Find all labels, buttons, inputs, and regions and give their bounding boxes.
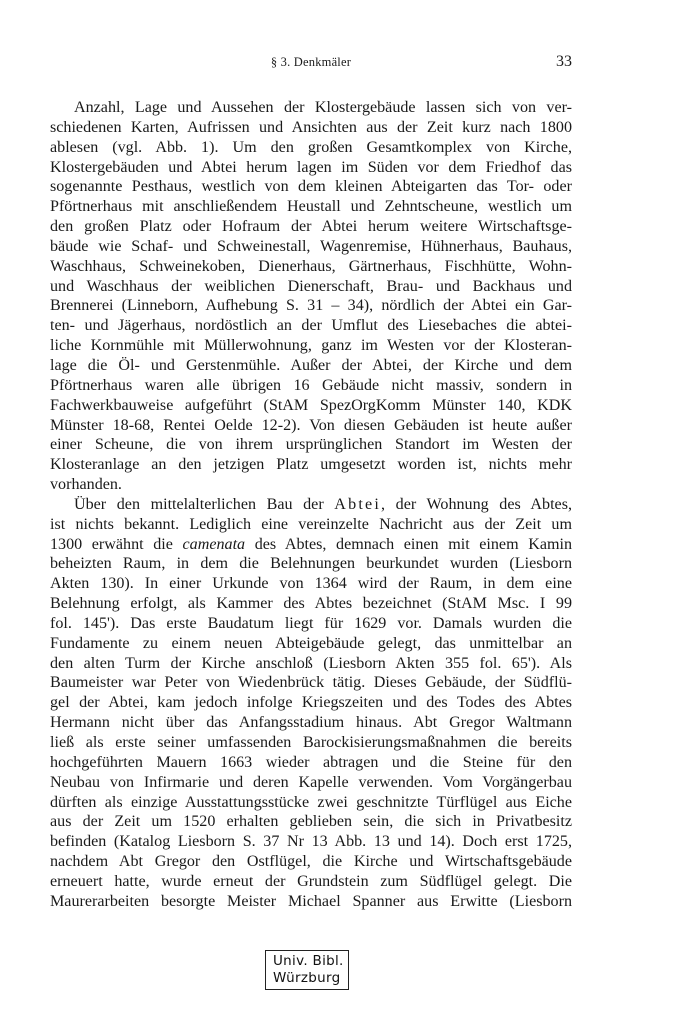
- page-number: 33: [556, 53, 572, 70]
- text-line: Baumeister war Peter von Wiedenbrück tätig. Dieses Gebäude, der Südflü-: [50, 674, 572, 692]
- text-run: Über den mittelalterlichen Bau der: [74, 495, 335, 513]
- text-line: ablesen (vgl. Abb. 1). Um den großen Gesamtkomplex von Kirche,: [50, 138, 572, 156]
- text-line: dürften als einzige Ausstattungsstücke zwei geschnitzte Türflügel aus Eiche: [50, 793, 572, 811]
- text-line: [50, 495, 572, 515]
- text-line: Belehnung erfolgt, als Kammer des Abtes bezeichnet (StAM Msc. I 99: [50, 595, 572, 613]
- text-line: einer Scheune, die von ihrem ursprünglichen Standort im Westen der: [50, 436, 572, 454]
- text-line: und Waschhaus der weiblichen Dienerschaft, Brau- und Backhaus und: [50, 277, 572, 295]
- text-line: liche Kornmühle mit Müllerwohnung, ganz im Westen vor der Klosteran-: [50, 337, 572, 355]
- text-run: des Abtes, demnach einen mit einem Kamin: [245, 535, 572, 553]
- text-line: Neubau von Infirmarie und deren Kapelle verwenden. Vom Vorgängerbau: [50, 773, 572, 791]
- text-line: den großen Platz oder Hofraum der Abtei herum weitere Wirtschaftsge-: [50, 218, 572, 236]
- stamp-line-1: Univ. Bibl.: [273, 953, 344, 969]
- text-line: Pförtnerhaus waren alle übrigen 16 Gebäude nicht massiv, sondern in: [50, 376, 572, 394]
- stamp-line-2: Würzburg: [273, 970, 341, 986]
- text-line: vorhanden.: [50, 476, 122, 494]
- text-line: aus der Zeit um 1520 erhalten geblieben sein, die sich in Privatbesitz: [50, 813, 572, 831]
- text-line: Waschhaus, Schweinekoben, Dienerhaus, Gärtnerhaus, Fischhütte, Wohn-: [50, 257, 572, 275]
- text-line: beheizten Raum, in dem die Belehnungen beurkundet wurden (Liesborn: [50, 555, 572, 573]
- text-line: ließ als erste seiner umfassenden Barockisierungsmaßnahmen die bereits: [50, 734, 572, 751]
- text-line: ist nichts bekannt. Lediglich eine vereinzelte Nachricht aus der Zeit um: [50, 515, 572, 533]
- text-line: bäude wie Schaf- und Schweinestall, Wagenremise, Hühnerhaus, Bauhaus,: [50, 237, 572, 255]
- text-line: den alten Turm der Kirche anschloß (Liesborn Akten 355 fol. 65'). Als: [50, 654, 572, 672]
- text-line: Anzahl, Lage und Aussehen der Klostergebäude lassen sich von ver-: [74, 99, 572, 116]
- emphasis-spaced: Abtei: [334, 495, 382, 513]
- text-line: Akten 130). In einer Urkunde von 1364 wird der Raum, in dem eine: [50, 575, 572, 593]
- text-run: 1300 erwähnt die: [50, 535, 183, 553]
- text-line: lage die Öl- und Gerstenmühle. Außer der Abtei, der Kirche und dem: [50, 356, 572, 374]
- section-title: § 3. Denkmäler: [270, 55, 352, 69]
- text-line: [50, 535, 572, 555]
- text-line: Klostergebäuden und Abtei herum lagen im Süden vor dem Friedhof das: [50, 158, 572, 176]
- text-line: hochgeführten Mauern 1663 wieder abtragen und die Steine für den: [50, 753, 572, 771]
- text-line: sogenannte Pesthaus, westlich von dem kleinen Abteigarten das Tor- oder: [50, 178, 572, 196]
- text-line: erneuert hatte, wurde erneut der Grundstein zum Südflügel gelegt. Die: [50, 872, 572, 890]
- library-stamp: [265, 950, 351, 992]
- text-line: Fundamente zu einem neuen Abteigebäude gelegt, das unmittelbar an: [50, 634, 572, 652]
- text-line: Hermann nicht über das Anfangsstadium hinaus. Abt Gregor Waltmann: [50, 714, 572, 732]
- text-line: schiedenen Karten, Aufrissen und Ansichten aus der Zeit kurz nach 1800: [50, 118, 572, 136]
- text-line: fol. 145'). Das erste Baudatum liegt für 1629 vor. Damals wurden die: [50, 614, 572, 632]
- text-line: Brennerei (Linneborn, Aufhebung S. 31 – 34), nördlich der Abtei ein Gar-: [50, 297, 572, 315]
- text-line: Pförtnerhaus mit anschließendem Heustall und Zehntscheune, westlich um: [50, 198, 572, 216]
- body-text: [50, 98, 572, 912]
- text-line: Münster 18-68, Rentei Oelde 12-2). Von diesen Gebäuden ist heute außer: [50, 416, 572, 434]
- text-line: befinden (Katalog Liesborn S. 37 Nr 13 Abb. 13 und 14). Doch erst 1725,: [50, 833, 572, 851]
- text-line: ten- und Jägerhaus, nordöstlich an der Umflut des Liesebaches die abtei-: [50, 317, 572, 335]
- text-run: , der Wohnung des Abtes,: [381, 495, 572, 513]
- text-line: gel der Abtei, kam jedoch infolge Kriegszeiten und des Todes des Abtes: [50, 694, 572, 712]
- text-line: Fachwerkbauweise aufgeführt (StAM SpezOrgKomm Münster 140, KDK: [50, 396, 572, 414]
- emphasis-italic: camenata: [182, 535, 246, 553]
- text-line: nachdem Abt Gregor den Ostflügel, die Kirche und Wirtschaftsgebäude: [50, 853, 572, 871]
- running-header: [50, 55, 572, 75]
- text-line: Maurerarbeiten besorgte Meister Michael Spanner aus Erwitte (Liesborn: [50, 892, 572, 910]
- text-line: Klosteranlage an den jetzigen Platz umgesetzt worden ist, nichts mehr: [50, 456, 572, 474]
